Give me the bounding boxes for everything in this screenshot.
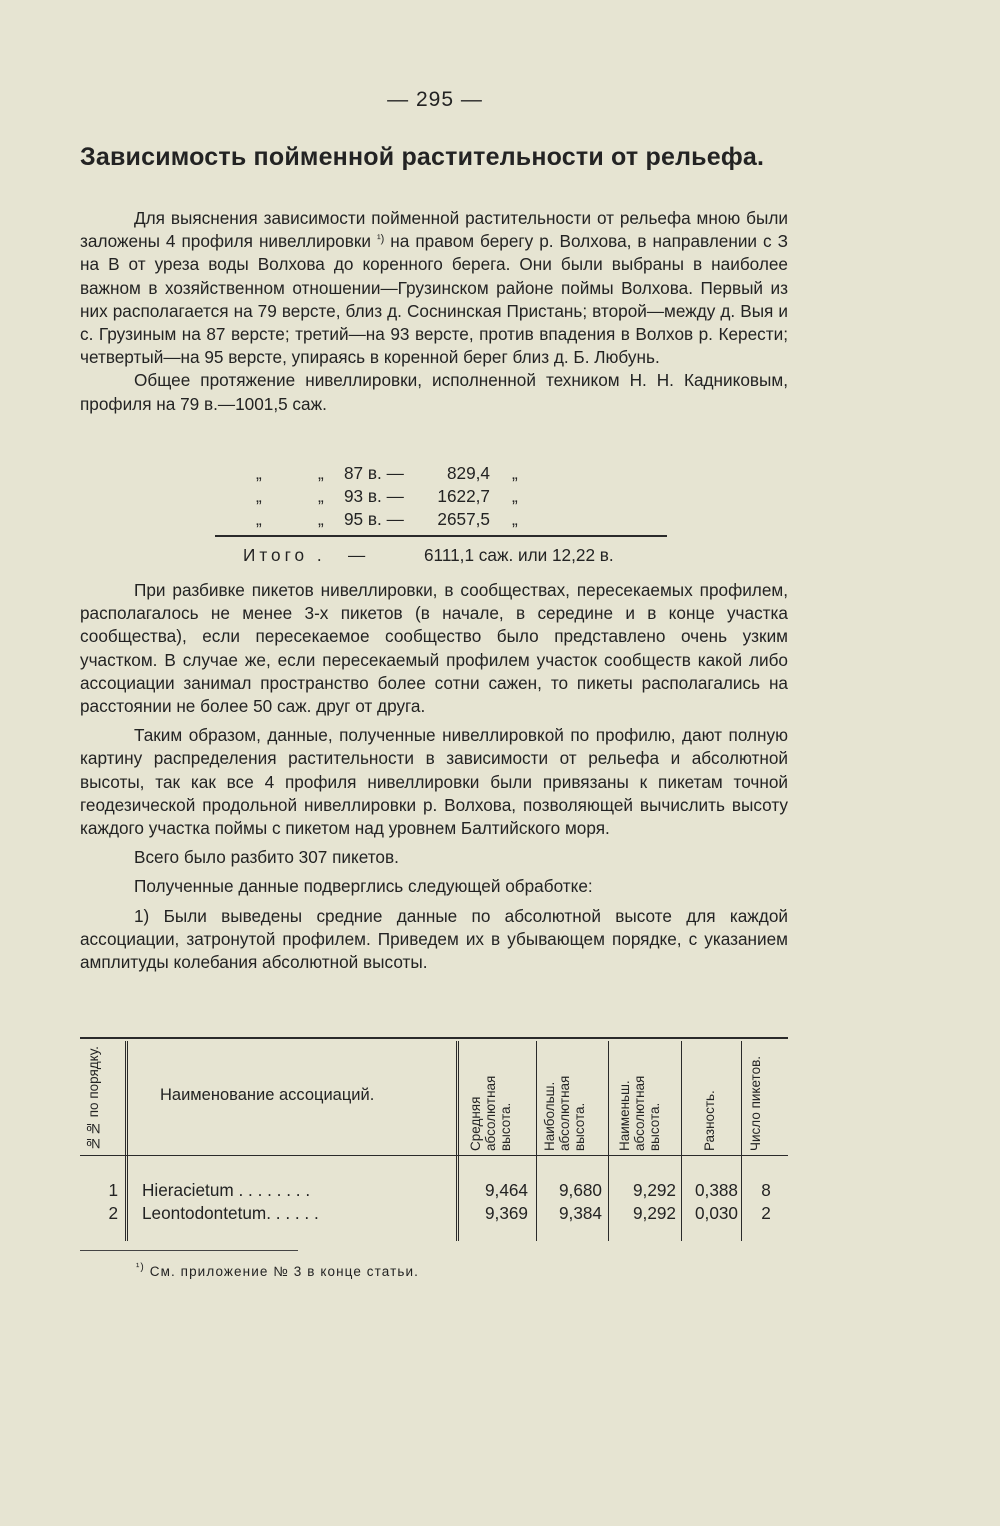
- difference: 0,030: [694, 1203, 738, 1223]
- section-heading: Зависимость пойменной растительности от рельефа.: [80, 143, 765, 171]
- max-height: 9,384: [558, 1203, 602, 1223]
- profile-row: [0, 485, 1000, 508]
- picket-count: 8: [761, 1180, 771, 1200]
- sum-divider: [215, 535, 667, 537]
- paragraph: Общее протяжение нивеллировки, исполненной техником Н. Н. Кадниковым, профиля на 79 в.—1001,5 саж.: [80, 370, 788, 414]
- profile-row: [0, 508, 1000, 531]
- min-height: 9,292: [632, 1180, 676, 1200]
- row-number: 2: [108, 1203, 118, 1223]
- paragraph: Полученные данные подверглись следующей обработке:: [134, 876, 593, 897]
- column-divider: [125, 1041, 128, 1241]
- paragraph: 1) Были выведены средние данные по абсолютной высоте для каждой ассоциации, затронутой профилем. Приведем их в убывающем порядке, с указанием амплитуды колебания абсолютной высоты.: [80, 905, 788, 973]
- paragraph: При разбивке пикетов нивеллировки, в сообществах, пересекаемых профилем, располагалось не менее 3-х пикетов (в начале, в середине и в конце участка сообщества), если пересекаемое сообщество было представлено очень узким участком. В случае же, если пересекаемый профилем участок сообществ какой либо ассоциации занимал пространство более сотни сажен, то пикеты располагались на расстоянии не более 50 саж. друг от друга.: [80, 580, 788, 717]
- column-divider: [681, 1041, 682, 1241]
- association-name: Leontodontetum. . . . . .: [142, 1203, 319, 1223]
- max-height: 9,680: [558, 1180, 602, 1200]
- profile-length: 1622,7: [437, 486, 490, 506]
- column-divider: [456, 1041, 459, 1241]
- paragraph: [80, 207, 788, 369]
- associations-table: [80, 1037, 788, 1244]
- paragraph-text: на правом берегу р. Волхова, в направлении с З на В от уреза воды Волхова до коренного берега. Они были выбраны в наиболее важном в хозяйственном отношении—Грузинском районе поймы Волхова. Первый из них располагается на 79 версте, близ д. Соснинская Пристань; второй—между д. Выя и с. Грузиным на 87 версте; третий—на 93 версте, против впадения в Волхов р. Керести; четвертый—на 95 версте, упираясь в коренной берег близ д. Б. Любунь.: [80, 231, 788, 368]
- header-row-number: №№ по порядку.: [86, 1046, 101, 1151]
- ditto-mark: „: [256, 463, 262, 483]
- profile-length: 2657,5: [437, 509, 490, 529]
- ditto-mark: „: [318, 509, 324, 529]
- association-name: Hieracietum . . . . . . . .: [142, 1180, 311, 1200]
- ditto-mark: „: [318, 463, 324, 483]
- ditto-mark: „: [512, 509, 518, 529]
- column-divider: [608, 1041, 609, 1241]
- paragraph: Таким образом, данные, полученные нивеллировкой по профилю, дают полную картину распределения растительности в зависимости от рельефа и абсолютной высоты, так как все 4 профиля нивеллировки были привязаны к пикетам точной геодезической продольной нивеллировки р. Волхова, позволяющей вычислить высоту каждого участка поймы с пикетом над уровнем Балтийского моря.: [80, 725, 788, 839]
- ditto-mark: „: [512, 486, 518, 506]
- profile-verst: 93 в. —: [344, 486, 404, 506]
- total-dash: —: [348, 545, 366, 565]
- ditto-mark: „: [318, 486, 324, 506]
- header-average-height: Средняя абсолютная высота.: [468, 1075, 513, 1151]
- footnote-marker: ¹): [136, 1262, 145, 1273]
- profile-verst: 95 в. —: [344, 509, 404, 529]
- intro-text: [80, 207, 788, 416]
- min-height: 9,292: [632, 1203, 676, 1223]
- ditto-mark: „: [256, 486, 262, 506]
- main-text: [80, 579, 788, 980]
- profile-row: [0, 462, 1000, 485]
- footnote-divider: [80, 1250, 298, 1251]
- row-number: 1: [108, 1180, 118, 1200]
- table-top-rule: [80, 1037, 788, 1039]
- difference: 0,388: [694, 1180, 738, 1200]
- total-value: 6111,1 саж. или 12,22 в.: [424, 545, 614, 565]
- paragraph: Всего было разбито 307 пикетов.: [134, 847, 399, 868]
- page-number: — 295 —: [387, 88, 483, 111]
- header-max-height: Наибольш. абсолютная высота.: [542, 1075, 587, 1151]
- footnote-text: См. приложение № 3 в конце статьи.: [149, 1264, 419, 1279]
- header-picket-count: Число пикетов.: [748, 1055, 763, 1151]
- profile-length: 829,4: [446, 463, 490, 483]
- paragraph-text: Для выяснения зависимости пойменной растительности от рельефа мною были заложены 4 профиля нивеллировки: [80, 208, 788, 252]
- ditto-mark: „: [512, 463, 518, 483]
- header-association-name: Наименование ассоциаций.: [160, 1086, 375, 1104]
- average-height: 9,369: [484, 1203, 528, 1223]
- average-height: 9,464: [484, 1180, 528, 1200]
- header-difference: Разность.: [702, 1090, 717, 1151]
- total-label: Итого .: [243, 545, 326, 565]
- header-min-height: Наименьш. абсолютная высота.: [617, 1075, 662, 1151]
- column-divider: [741, 1041, 742, 1241]
- profile-verst: 87 в. —: [344, 463, 404, 483]
- footnote-ref: ¹): [376, 233, 385, 246]
- column-divider: [536, 1041, 537, 1241]
- ditto-mark: „: [256, 509, 262, 529]
- footnote: [136, 1264, 419, 1279]
- picket-count: 2: [761, 1203, 771, 1223]
